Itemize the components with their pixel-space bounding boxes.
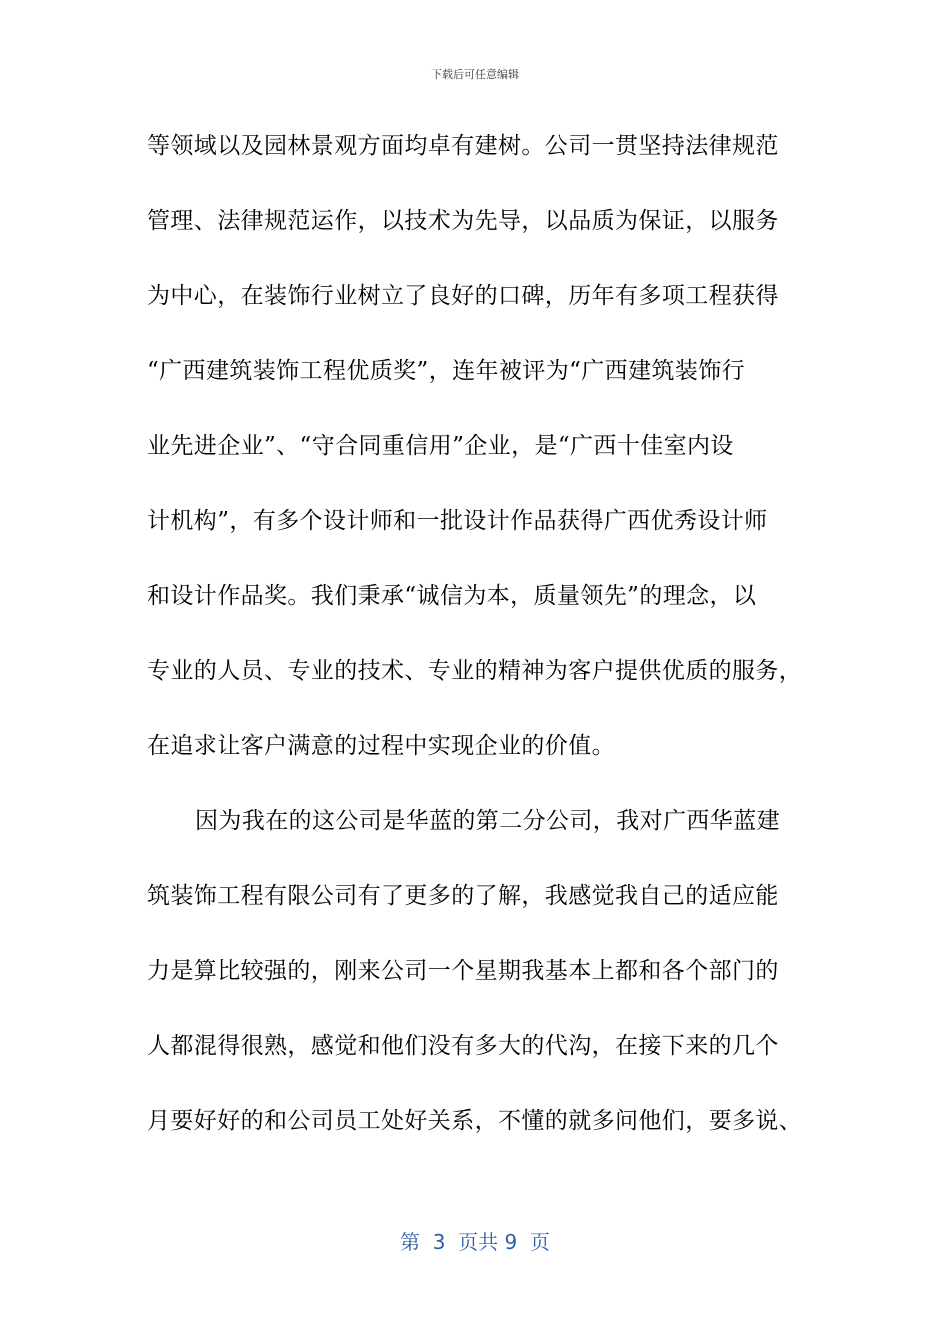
body-line-5: 业先进企业”、“守合同重信用”企业，是“广西十佳室内设 <box>147 433 734 459</box>
body-line-7: 和设计作品奖。我们秉承“诚信为本，质量领先”的理念，以 <box>147 583 757 609</box>
body-line-11: 筑装饰工程有限公司有了更多的了解，我感觉我自己的适应能 <box>147 883 779 909</box>
page-number-footer: 第 3 页共 9 页 <box>400 1230 550 1254</box>
body-line-1: 等领域以及园林景观方面均卓有建树。公司一贯坚持法律规范 <box>147 133 779 159</box>
body-line-14: 月要好好的和公司员工处好关系，不懂的就多问他们，要多说、 <box>147 1108 803 1134</box>
page-header-note: 下载后可任意编辑 <box>431 68 519 81</box>
body-line-12: 力是算比较强的，刚来公司一个星期我基本上都和各个部门的 <box>147 958 779 984</box>
body-line-2: 管理、法律规范运作，以技术为先导，以品质为保证，以服务 <box>147 208 779 234</box>
body-line-6: 计机构”，有多个设计师和一批设计作品获得广西优秀设计师 <box>147 508 768 534</box>
body-line-13: 人都混得很熟，感觉和他们没有多大的代沟，在接下来的几个 <box>147 1033 779 1059</box>
body-line-9: 在追求让客户满意的过程中实现企业的价值。 <box>147 733 615 759</box>
body-line-10: 因为我在的这公司是华蓝的第二分公司，我对广西华蓝建 <box>195 808 780 834</box>
body-line-8: 专业的人员、专业的技术、专业的精神为客户提供优质的服务， <box>147 658 803 684</box>
body-line-3: 为中心，在装饰行业树立了良好的口碑，历年有多项工程获得 <box>147 283 779 309</box>
body-line-4: “广西建筑装饰工程优质奖”，连年被评为“广西建筑装饰行 <box>147 358 746 384</box>
document-body <box>147 118 807 1168</box>
